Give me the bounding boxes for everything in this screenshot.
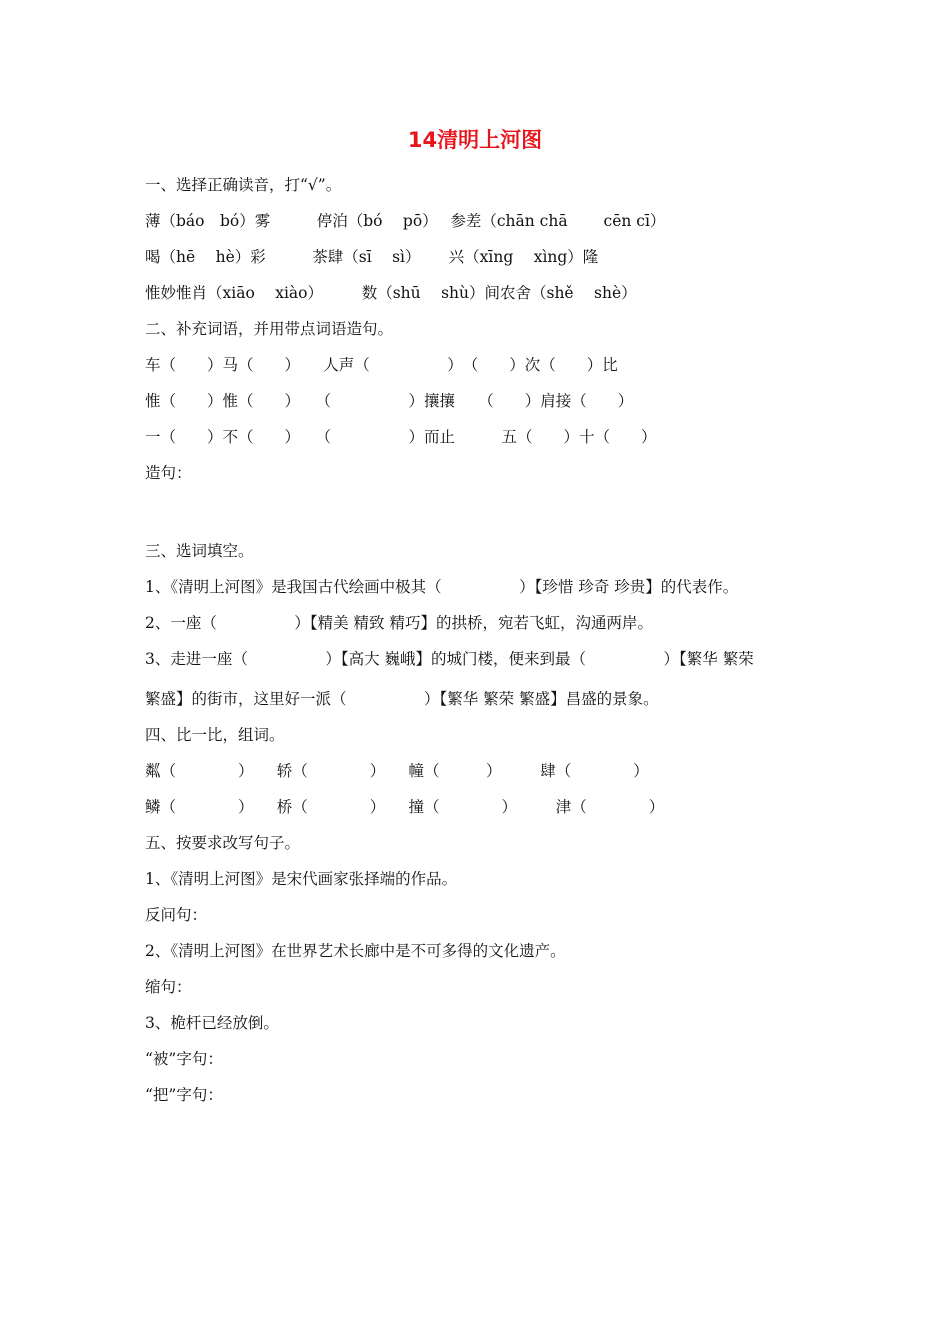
fill-item-3-continued: 繁盛】的街市，这里好一派（ ）【繁华 繁荣 繁盛】昌盛的景象。 — [145, 690, 659, 708]
idiom-row-1: 车（ ）马（ ） 人声（ ） （ ）次（ ）比 — [145, 356, 618, 374]
rewrite-prompt-rhetorical: 反问句： — [145, 906, 208, 924]
section-3-heading: 三、选词填空。 — [145, 542, 254, 560]
compare-row-1: 粼（ ） 轿（ ） 幢（ ） 肆（ ） — [145, 762, 649, 780]
fill-item-3: 3、走进一座（ ）【高大 巍峨】的城门楼，便来到最（ ）【繁华 繁荣 — [145, 650, 754, 668]
page-title: 14清明上河图 — [407, 128, 543, 152]
fill-item-1: 1、《清明上河图》是我国古代绘画中极其（ ）【珍惜 珍奇 珍贵】的代表作。 — [145, 578, 739, 596]
rewrite-prompt-ba: “把”字句： — [145, 1086, 223, 1104]
section-4-heading: 四、比一比，组词。 — [145, 726, 285, 744]
rewrite-prompt-condense: 缩句： — [145, 978, 192, 996]
pinyin-row-3: 惟妙惟肖（xiāo xiào） 数（shū shù）间农舍（shě shè） — [145, 284, 637, 302]
sentence-prompt: 造句： — [145, 464, 192, 482]
rewrite-item-1: 1、《清明上河图》是宋代画家张择端的作品。 — [145, 870, 458, 888]
fill-item-2: 2、一座（ ）【精美 精致 精巧】的拱桥，宛若飞虹，沟通两岸。 — [145, 614, 653, 632]
section-1-heading: 一、选择正确读音，打“√”。 — [145, 176, 342, 194]
section-5-heading: 五、按要求改写句子。 — [145, 834, 301, 852]
rewrite-item-3: 3、桅杆已经放倒。 — [145, 1014, 279, 1032]
idiom-row-3: 一（ ）不（ ） （ ）而止 五（ ）十（ ） — [145, 428, 657, 446]
idiom-row-2: 惟（ ）惟（ ） （ ）攘攘 （ ）肩接（ ） — [145, 392, 634, 410]
pinyin-row-1: 薄（báo bó）雾 停泊（bó pō） 参差（chān chā cēn cī） — [145, 212, 666, 230]
rewrite-item-2: 2、《清明上河图》在世界艺术长廊中是不可多得的文化遗产。 — [145, 942, 566, 960]
pinyin-row-2: 喝（hē hè）彩 茶肆（sī sì） 兴（xīng xìng）隆 — [145, 248, 599, 266]
compare-row-2: 鳞（ ） 桥（ ） 撞（ ） 津（ ） — [145, 798, 665, 816]
section-2-heading: 二、补充词语，并用带点词语造句。 — [145, 320, 394, 338]
rewrite-prompt-bei: “被”字句： — [145, 1050, 223, 1068]
